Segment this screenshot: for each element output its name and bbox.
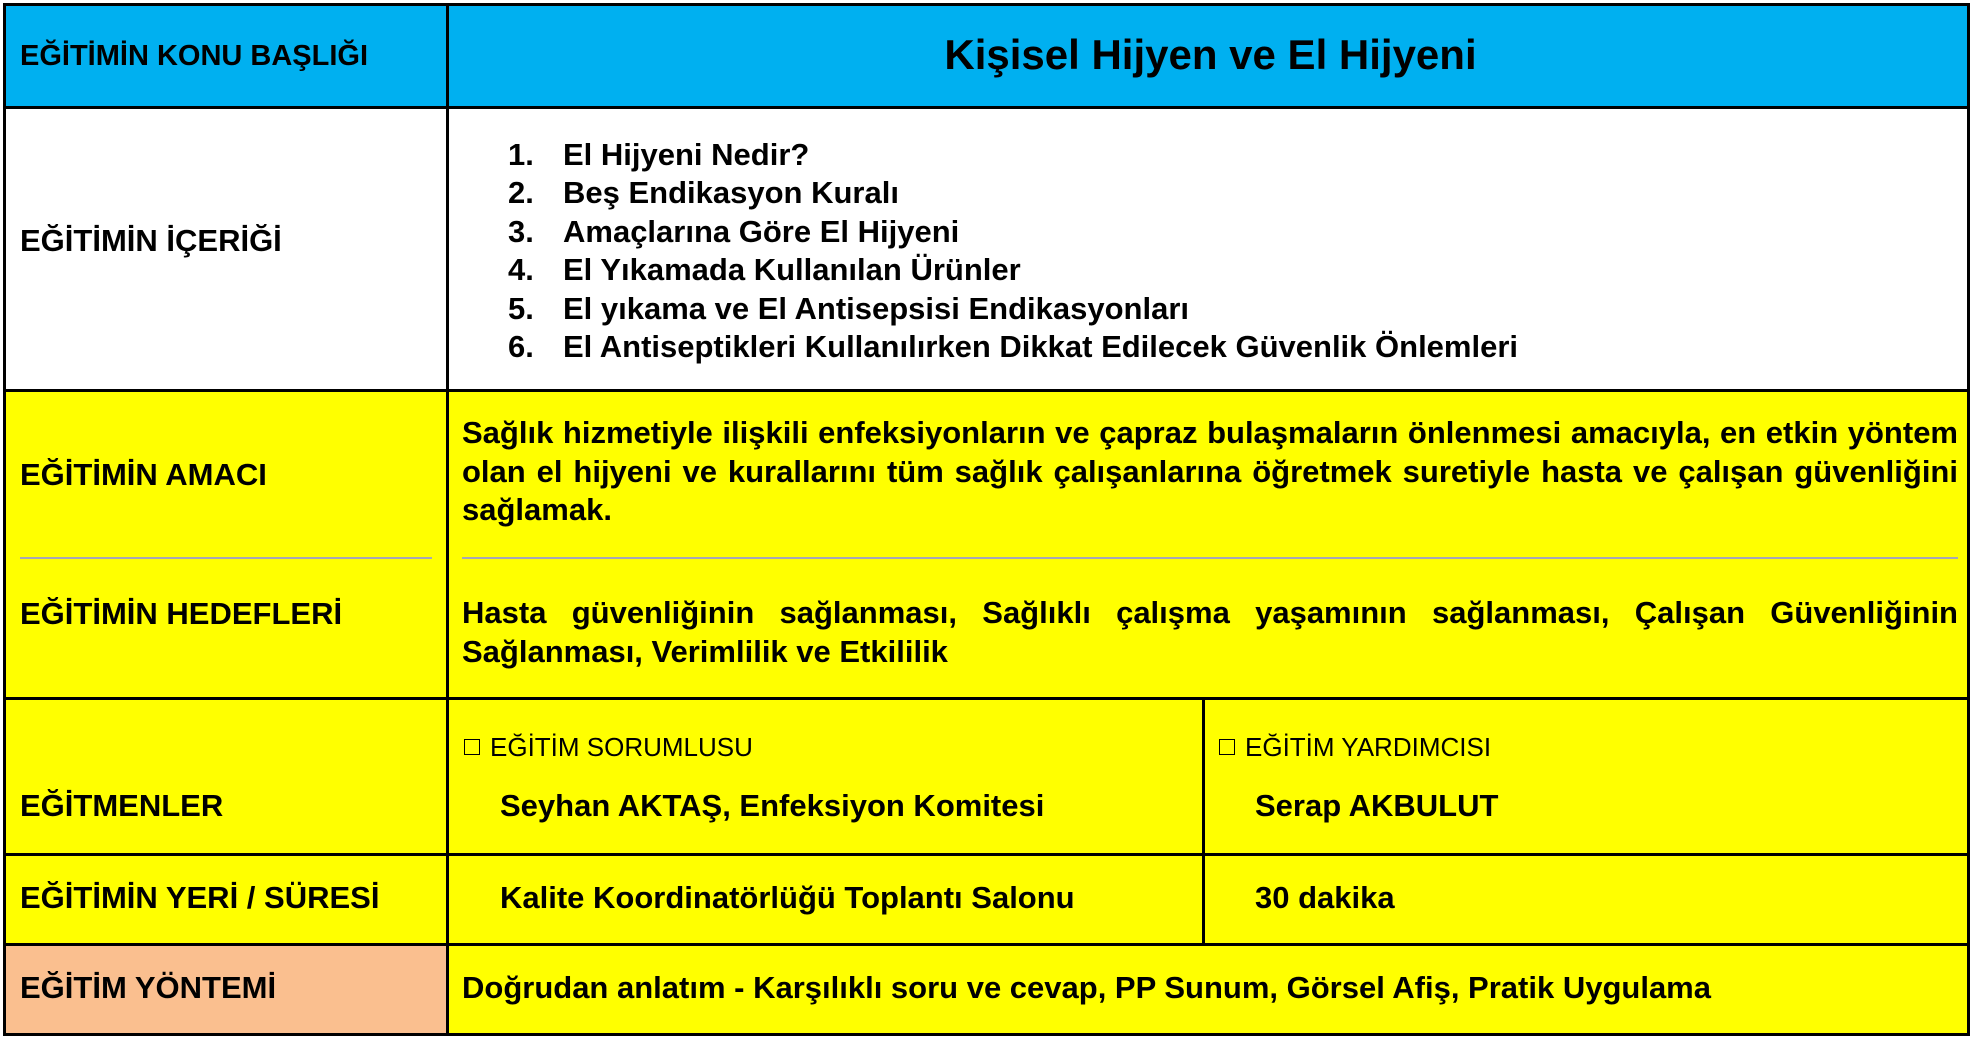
row-divider-3 [3,697,1970,700]
list-item: 3. Amaçlarına Göre El Hijyeni [508,213,960,249]
location-label: EĞİTİMİN YERİ / SÜRESİ [20,880,380,915]
purpose-label: EĞİTİMİN AMACI [20,457,267,492]
location-duration: 30 dakika [1255,880,1395,915]
method-label: EĞİTİM YÖNTEMİ [20,970,277,1005]
list-item: 4. El Yıkamada Kullanılan Ürünler [508,252,1021,288]
goals-text: Hasta güvenliğinin sağlanması, Sağlıklı çalışma yaşamının sağlanması, Çalışan Güvenliğinin Sağlanması, Verimlilik ve Etkililik [462,595,1958,669]
content-label: EĞİTİMİN İÇERİĞİ [20,223,282,258]
border-top [3,3,1970,6]
location-place: Kalite Koordinatörlüğü Toplantı Salonu [500,880,1075,915]
content-list [508,136,1518,366]
purpose-goals-separator-left [20,557,432,559]
list-item: 5. El yıkama ve El Antisepsisi Endikasyonları [508,290,1190,326]
checkbox-icon [1219,739,1235,755]
border-right [1967,3,1970,1036]
list-item: 6. El Antiseptikleri Kullanılırken Dikkat Edilecek Güvenlik Önlemleri [508,329,1519,365]
assistant-label: EĞİTİM YARDIMCISI [1219,732,1491,763]
responsible-label: EĞİTİM SORUMLUSU [464,732,753,763]
border-bottom [3,1033,1970,1036]
purpose-goals-separator-right [462,557,1958,559]
column-divider-2 [1202,697,1205,945]
row-divider-2 [3,389,1970,392]
list-item: 1. El Hijyeni Nedir? [508,137,810,172]
row-divider-4 [3,853,1970,856]
assistant-name: Serap AKBULUT [1255,788,1499,823]
purpose-text: Sağlık hizmetiyle ilişkili enfeksiyonların ve çapraz bulaşmaların önlenmesi amacıyla, en etkin yöntem olan el hijyeni ve kurallarını tüm sağlık çalışanlarına öğretmek suretiyle hasta ve çalışan güvenliğini sağlamak. [462,415,1958,527]
goals-label: EĞİTİMİN HEDEFLERİ [20,596,343,631]
list-item: 2. Beş Endikasyon Kuralı [508,175,899,211]
method-text: Doğrudan anlatım - Karşılıklı soru ve cevap, PP Sunum, Görsel Afiş, Pratik Uygulama [462,970,1711,1005]
responsible-name: Seyhan AKTAŞ, Enfeksiyon Komitesi [500,788,1045,823]
checkbox-icon [464,739,480,755]
header-label: EĞİTİMİN KONU BAŞLIĞI [20,40,368,72]
row-divider-1 [3,106,1970,109]
row-divider-5 [3,943,1970,946]
column-divider [446,3,449,1036]
border-left [3,3,6,1036]
page-title: Kişisel Hijyen ve El Hijyeni [944,31,1477,78]
trainers-label: EĞİTMENLER [20,788,224,823]
